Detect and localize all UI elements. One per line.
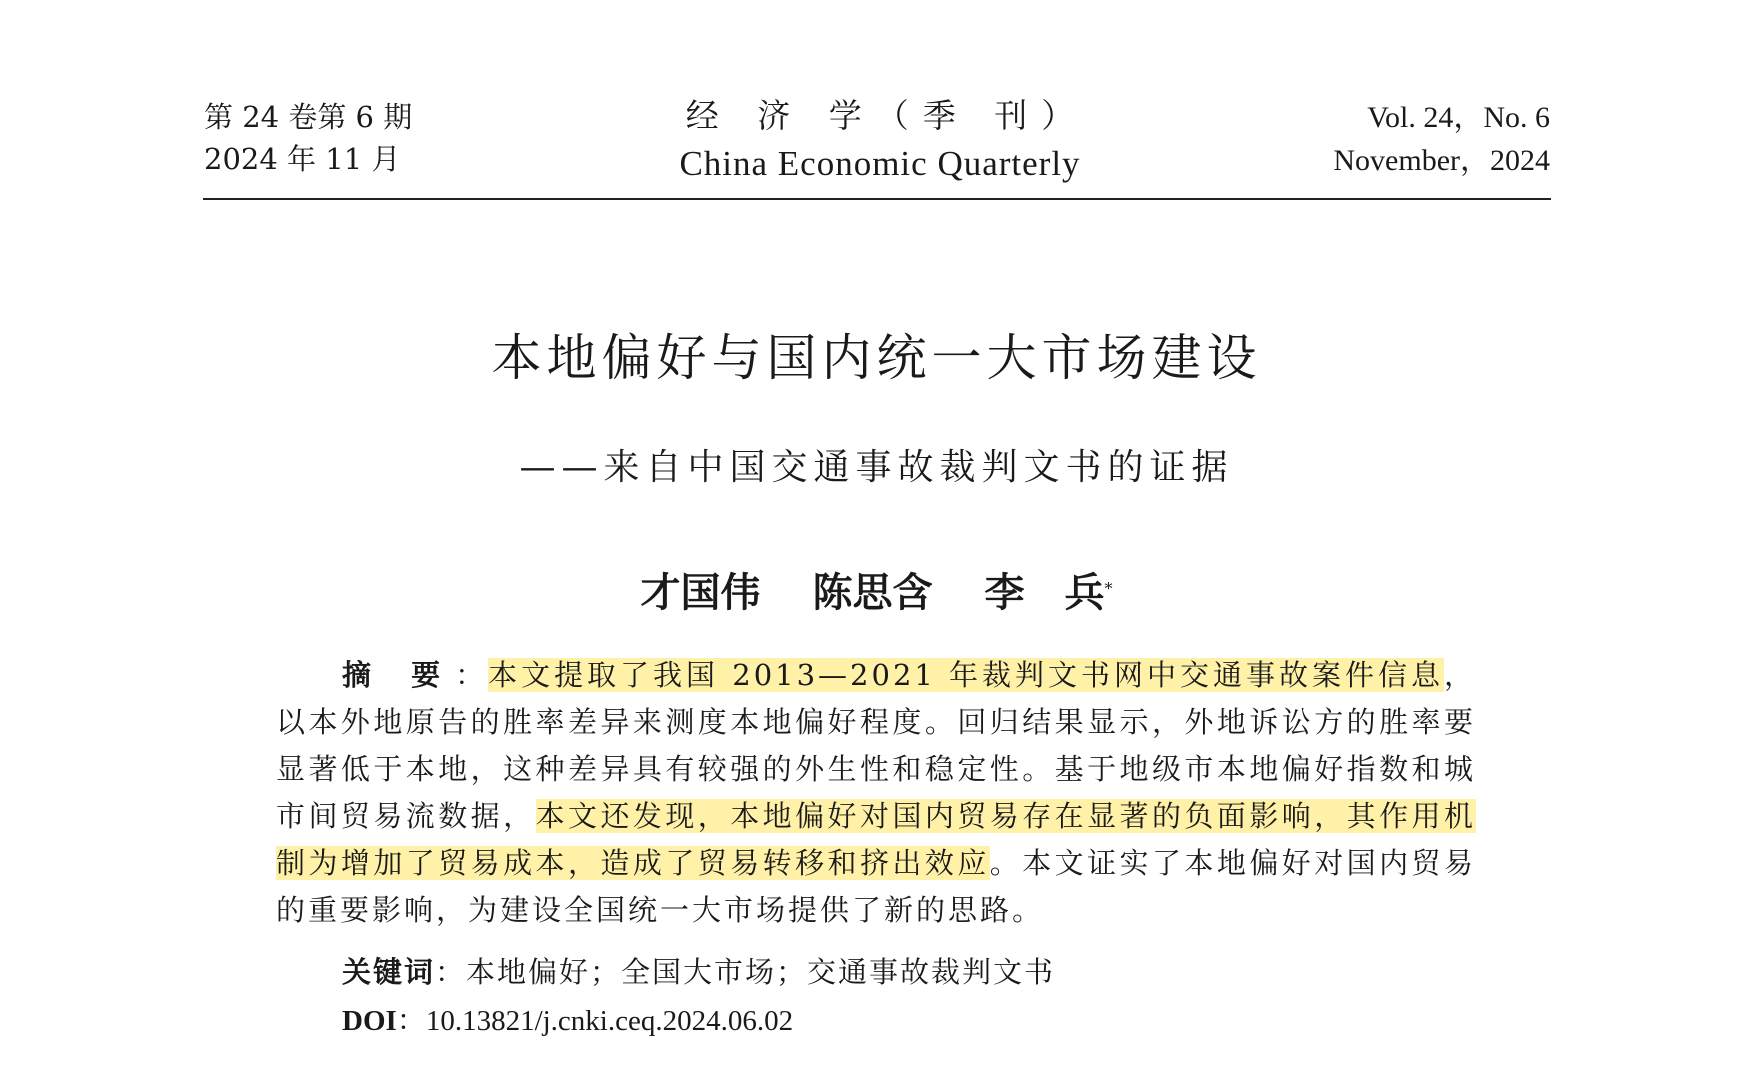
author-name: 李 兵	[984, 569, 1105, 616]
doi	[342, 999, 793, 1043]
journal-name-cn: 经 济 学（季 刊）	[685, 96, 1089, 135]
header-divider	[203, 198, 1551, 200]
abstract-text: ，以本外地原告的胜率差异来测度本地偏好程度。回归结果显示，外地诉讼方的胜率要显著低于本地，这种差异具有较强的外生性和稳定性。基于地级市本地偏好指数和城市间贸易流数据，	[276, 658, 1476, 833]
abstract-label: 摘 要	[342, 658, 456, 692]
keywords	[342, 950, 1055, 994]
author-name: 才国伟	[640, 569, 761, 616]
volume-issue-en: Vol. 24，No. 6	[1367, 101, 1550, 134]
article-title: 本地偏好与国内统一大市场建设	[491, 329, 1262, 387]
date-en: November，2024	[1333, 144, 1550, 177]
journal-name-en: China Economic Quarterly	[679, 144, 1081, 183]
journal-masthead	[560, 92, 1200, 188]
doi-value: 10.13821/j.cnki.ceq.2024.06.02	[425, 1005, 794, 1037]
keywords-value: 本地偏好；全国大市场；交通事故裁判文书	[466, 955, 1056, 989]
author-footnote-mark: *	[1104, 579, 1113, 598]
author-name: 陈思含	[812, 569, 933, 616]
date-cn: 2024 年 11 月	[204, 142, 401, 176]
keywords-label: 关键词	[342, 955, 436, 989]
header-right	[1333, 96, 1550, 182]
abstract-text: 。本文证实了本地偏好对国内贸易的重要影响，为建设全国统一大市场提供了新的思路。	[276, 846, 1476, 927]
abstract	[276, 652, 1476, 934]
volume-issue-cn: 第 24 卷第 6 期	[204, 100, 413, 134]
doi-colon: ：	[396, 1005, 426, 1037]
author-list	[0, 566, 1753, 620]
article-subtitle: ——来自中国交通事故裁判文书的证据	[519, 447, 1234, 488]
keywords-colon: ：	[435, 955, 467, 989]
abstract-colon: ：	[455, 658, 489, 692]
header-left	[204, 96, 412, 180]
abstract-highlight: 本文还发现，本地偏好对国内贸易存在显著的负面影响，其作用机制为增加了贸易成本，造成了贸易转移和挤出效应	[276, 799, 1476, 880]
abstract-highlight: 本文提取了我国 2013—2021 年裁判文书网中交通事故案件信息	[488, 658, 1444, 692]
doi-label: DOI	[342, 1005, 397, 1037]
